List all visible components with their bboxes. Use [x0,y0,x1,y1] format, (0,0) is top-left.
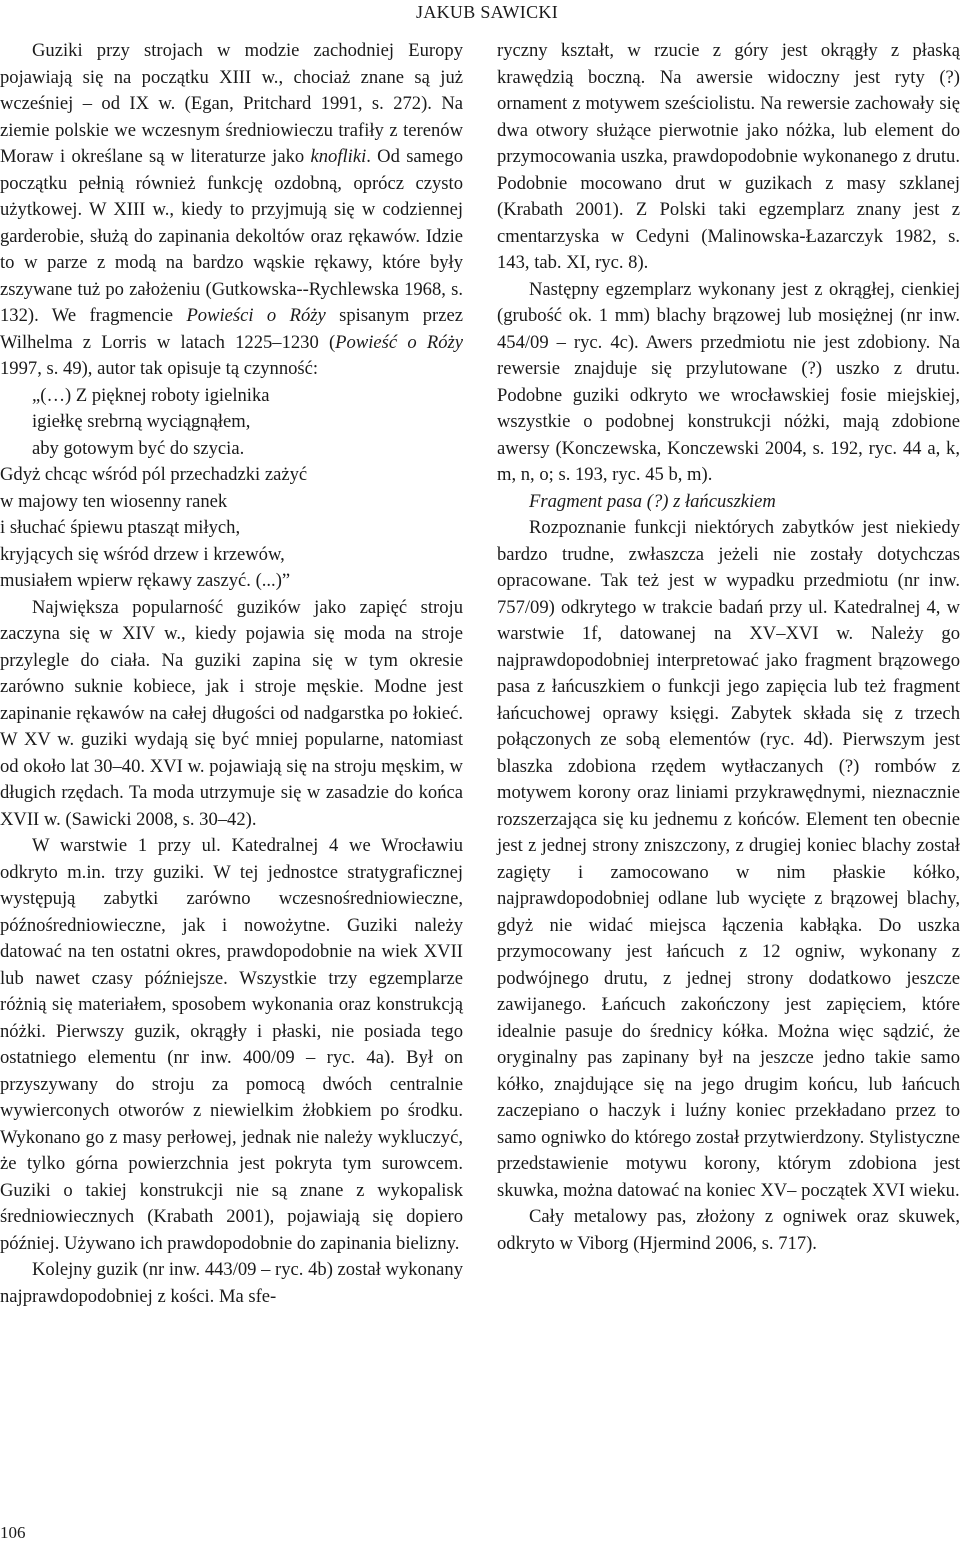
verse-line: i słuchać śpiewu ptasząt miłych, [0,517,241,538]
verse-line: kryjących się wśród drzew i krzewów, [0,543,285,565]
verse-quote [0,383,463,595]
paragraph [0,38,463,383]
paragraph: Rozpoznanie funkcji niektórych zabytków jest niekiedy bardzo trudne, zwłaszcza jeżeli nie zostały dotychczas opracowane. Tak też jest w wypadku przedmiotu (nr inw. 757/09) odkrytego w trakcie badań przy ul. Katedralnej 4, w warstwie 1f, datowanej na XV–XVI w. Należy go najprawdopodobniej interpretować jako fragment brązowego pasa z łańcuszkiem o funkcji jego zapięcia lub też fragment łańcuchowej oprawy księgi. Zabytek składa się z trzech połączonych ze sobą elementów (ryc. 4d). Pierwszym jest blaszka zdobiona rzędem wytłaczanych (?) rombów z motywem korony oraz liniami przykrawędnymi, nieznacznie rozszerzająca się ku jednemu z końców. Element ten obecnie jest z jednej strony zniszczony, z drugiej koniec blachy został zagięty i zamocowano w nim płaskie kółko, najprawdopodobniej odlane lub wycięte z brązowej blachy, gdyż nie widać miejsca łączenia kabłąka. Do uszka przymocowany jest łańcuch z 12 ogniw, wykonany z podwójnego drutu, z jednej strony dodatkowo jeszcze zawijanego. Łańcuch zakończony jest zapięciem, które idealnie pasuje do średnicy kółka. Można więc sądzić, że oryginalny pas zapinany był na jeszcze jedno takie samo kółko, znajdujące się na jego drugim końcu, lub łańcuch zaczepiano o haczyk i luźny koniec przekładano przez to samo ogniwko do którego został przytwierdzony. Stylistyczne przedstawienie motywu korony, którym zdobiona jest skuwka, można datować na koniec XV– początek XVI wieku. [497,517,960,1201]
italic-title: Powieść o Róży [335,331,463,353]
verse-line: Gdyż chcąc wśród pól przechadzki zażyć [0,464,308,485]
paragraph: ryczny kształt, w rzucie z góry jest okrągły z płaską krawędzią boczną. Na awersie widoczny jest ryty (?) ornament z motywem sześciolistu. Na rewersie zachowały się dwa otwory służące pierwotnie jako nóżka, lub element do przymocowania uszka, prawdopodobnie wykonanego z drutu. Podobnie mocowano drut w guzikach z masy szklanej (Krabath 2001). Z Polski taki egzemplarz znany jest z cmentarzyska w Cedyni (Malinowska-Łazarczyk 1982, s. 143, tab. XI, ryc. 8). [497,40,960,273]
left-column [0,38,463,1310]
text-run: Guziki przy strojach w modzie zachodniej Europy pojawiają się na początku XIII w., chociaż znane są już wcześniej – od IX w. (Egan, Pritchard 1991, s. 272). Na ziemie polskie we wczesnym średniowieczu trafiły z terenów Moraw i określane są w literaturze jako [0,40,463,167]
section-heading: Fragment pasa (?) z łańcuszkiem [529,490,776,512]
verse-line: aby gotowym być do szycia. [32,437,245,459]
italic-title: Powieści o Róży [186,305,326,326]
verse-line: „(…) Z pięknej roboty igielnika [32,384,270,406]
page-number: 106 [0,1523,26,1542]
verse-line: w majowy ten wiosenny ranek [0,490,228,512]
text-run: . Od samego początku pełnią również funkcję ozdobną, oprócz czysto użytkowej. W XIII w., kiedy to przyjmują się w codziennej garderobie, służą do zapinania dekoltów oraz rękawów. Idzie to w parze z modą na bardzo wąskie rękawy, które były zszywane tuż po założeniu (Gutkowska--Rychlewska 1968, s. 132). We fragmencie [0,146,463,326]
paragraph: Kolejny guzik (nr inw. 443/09 – ryc. 4b) został wykonany najprawdopodobniej z kości. Ma sfe- [0,1259,464,1307]
verse-line: musiałem wpierw rękawy zaszyć. (...)” [0,570,291,591]
paragraph: W warstwie 1 przy ul. Katedralnej 4 we Wrocławiu odkryto m.in. trzy guziki. W tej jednostce stratygraficznej występują zabytki zarówno wczesnośredniowieczne, późnośredniowieczne, jak i nowożytne. Guziki należy datować na ten ostatni okres, prawdopodobnie na wiek XVII lub nawet czasy późniejsze. Wszystkie trzy egzemplarze różnią się materiałem, sposobem wykonania oraz konstrukcją nóżki. Pierwszy guzik, okrągły i płaski, nie posiada tego ostatniego elementu (nr inw. 400/09 – ryc. 4a). Był on przyszywany do stroju za pomocą dwóch centralnie wywierconych otworów z niewielkim żłobkiem po środku. Wykonano go z masy perłowej, jednak nie należy wykluczyć, że tylko górna powierzchnia jest pokryta tym surowcem. Guziki o takiej konstrukcji nie są znane z wykopalisk średniowiecznych (Krabath 2001), pojawiają się dopiero później. Używano ich prawdopodobnie do zapinania bielizny. [0,835,463,1254]
paragraph: Cały metalowy pas, złożony z ogniwek oraz skuwek, odkryto w Viborg (Hjermind 2006, s. 717). [497,1206,960,1254]
right-column [497,38,960,1257]
text-run: spisanym przez Wilhelma z Lorris w latach 1225–1230 ( [0,305,463,353]
paragraph: Największa popularność guzików jako zapięć stroju zaczyna się w XIV w., kiedy pojawia się moda na stroje przylegle do ciała. Na guziki zapina się w tym okresie zarówno suknie kobiece, jak i stroje męskie. Modne jest zapinanie rękawów na całej długości od nadgarstka po łokieć. W XV w. guziki wydają się być mniej popularne, natomiast od około lat 30–40. XVI w. pojawiają się na stroju męskim, w długich rzędach. Ta moda utrzymuje się w zasadzie do końca XVII w. (Sawicki 2008, s. 30–42). [0,596,463,830]
verse-line: igiełkę srebrną wyciągnąłem, [32,411,251,432]
paragraph: Następny egzemplarz wykonany jest z okrągłej, cienkiej (grubość ok. 1 mm) blachy brązowej lub mosiężnej (nr inw. 454/09 – ryc. 4c). Awers przedmiotu nie jest zdobiony. Na rewersie znajduje się przylutowane (?) uszko z drutu. Podobne guziki odkryto we wrocławskiej fosie miejskiej, wszystkie o podobnej konstrukcji nóżki, mają zdobione awersy (Konczewska, Konczewski 2004, s. 192, ryc. 44 a, k, m, n, o; s. 193, ryc. 45 b, m). [497,278,960,485]
running-head: JAKUB SAWICKI [416,2,558,22]
italic-term: knofliki [310,146,367,167]
text-run: 1997, s. 49), autor tak opisuje tą czynność: [0,358,319,379]
